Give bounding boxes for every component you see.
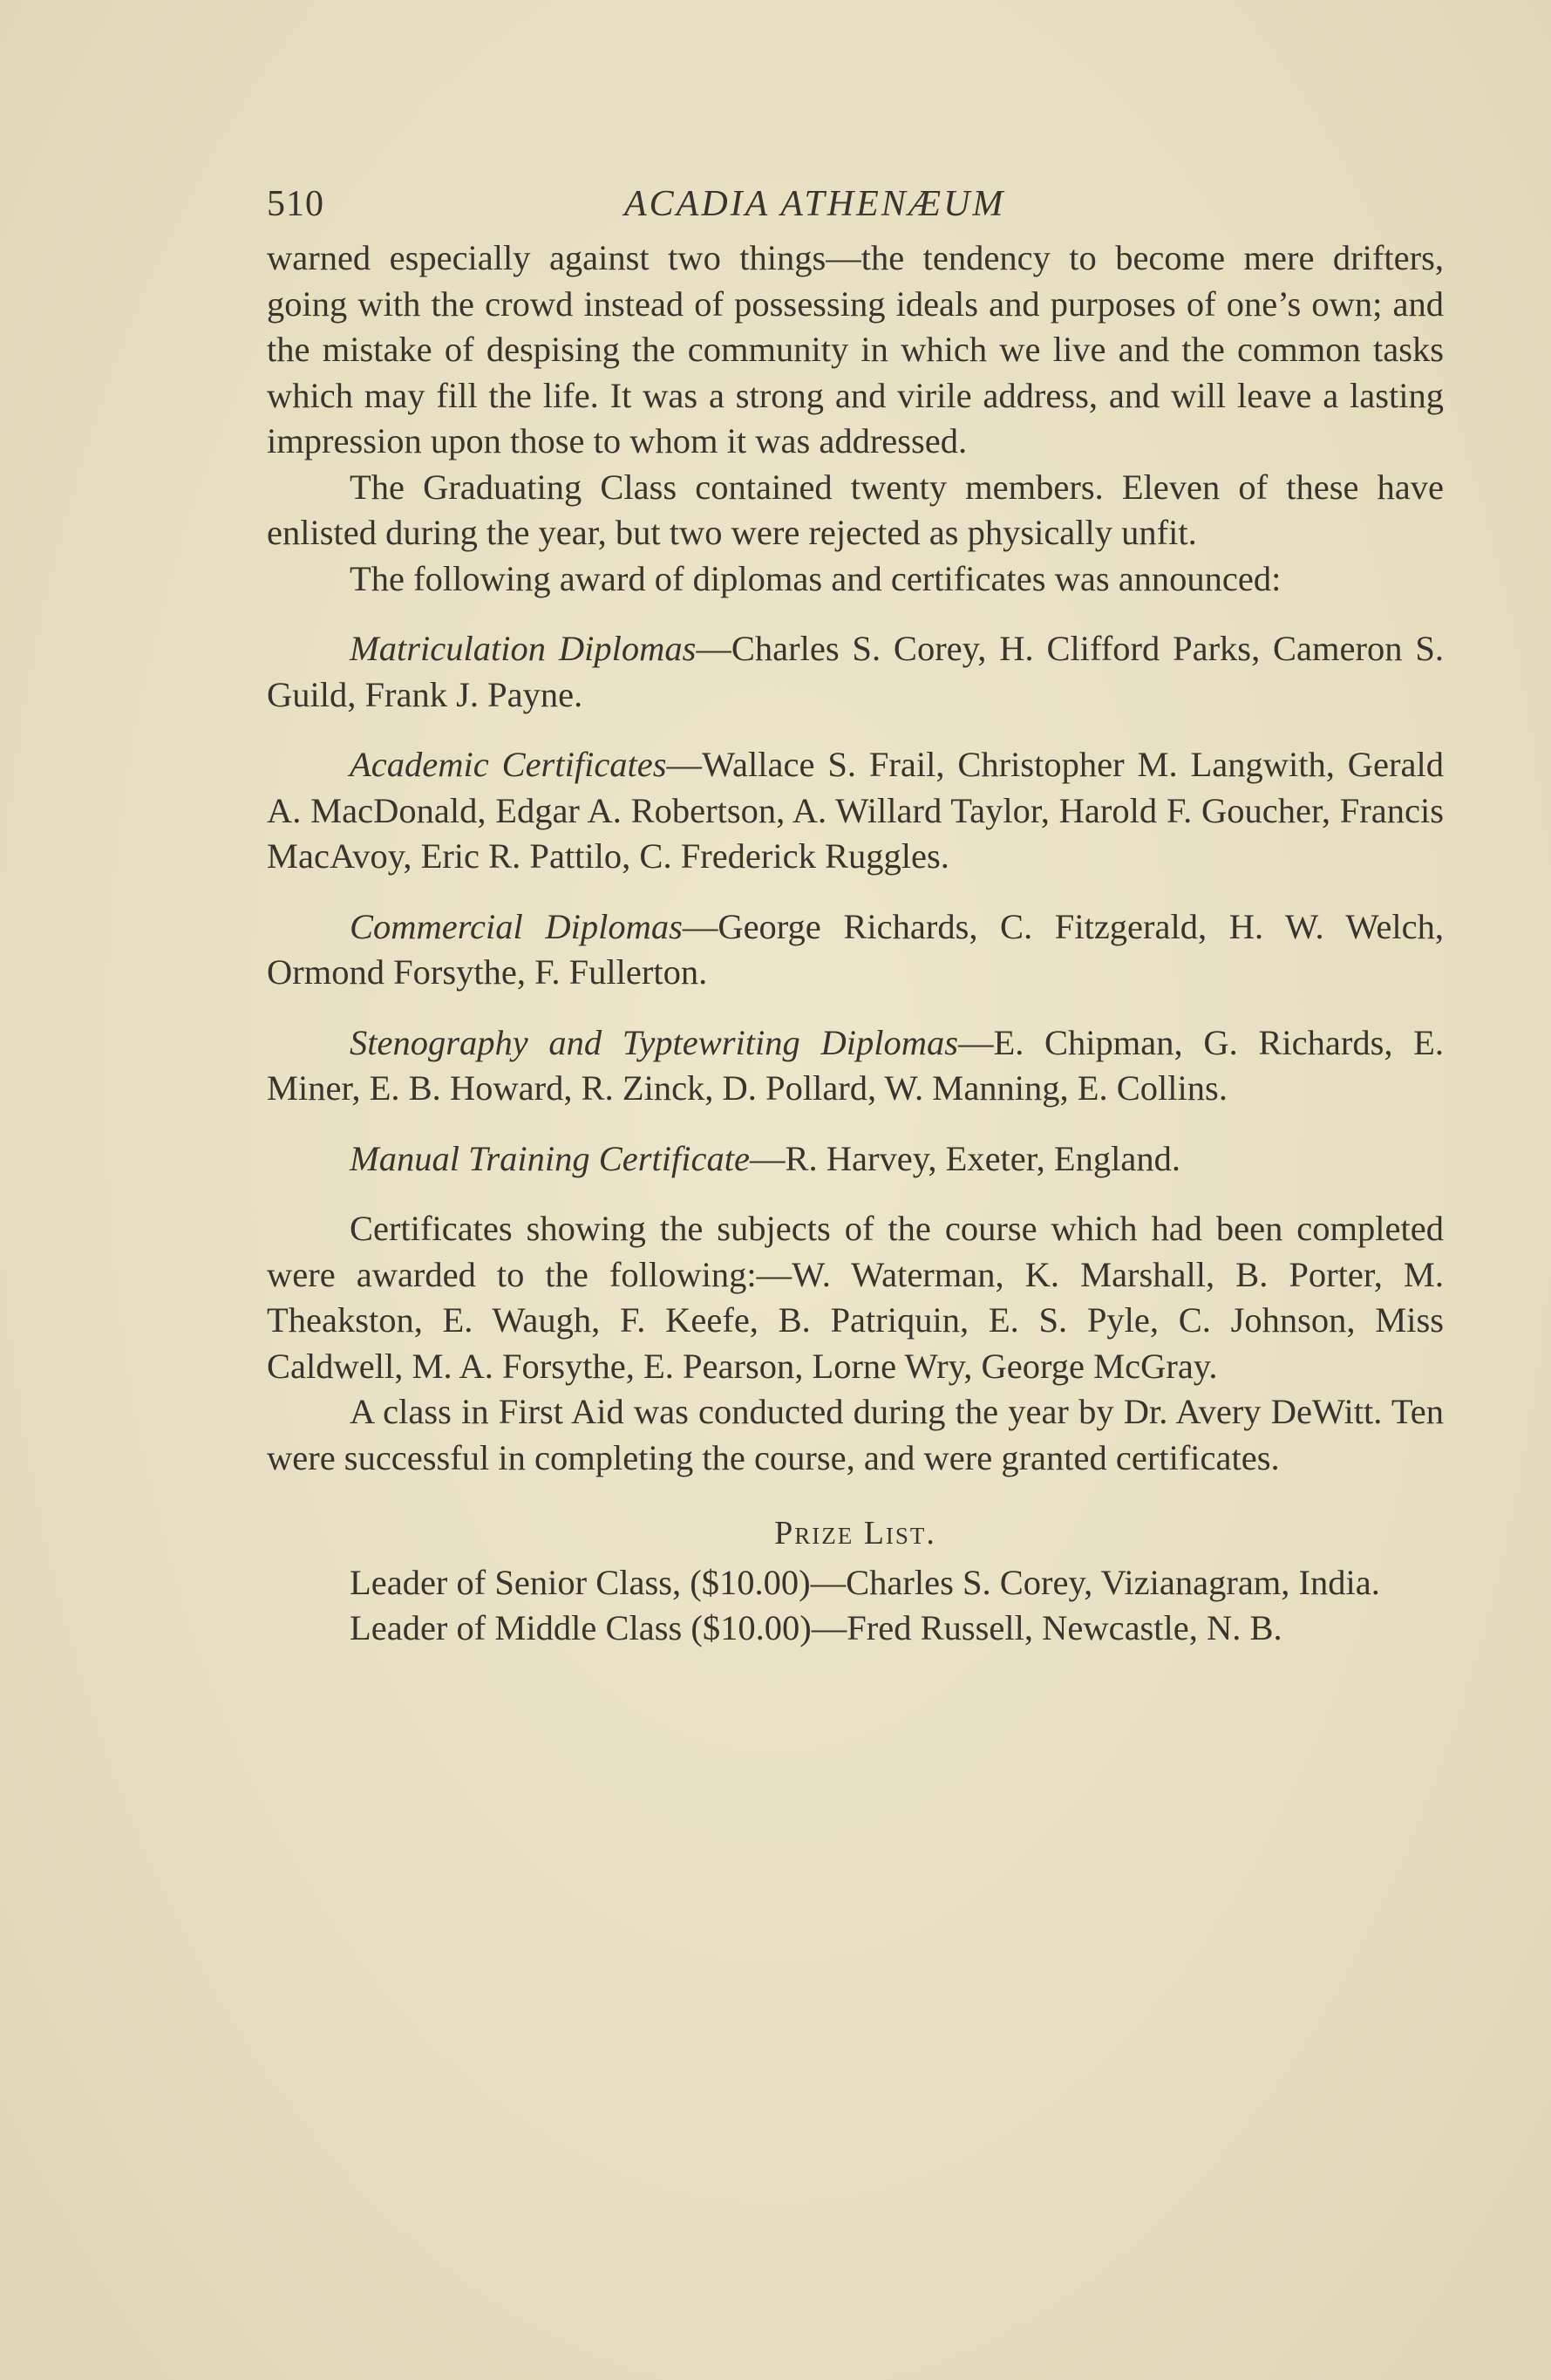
paragraph-graduating-class: The Graduating Class contained twenty members. Eleven of these have enlisted during the year, but two were rejected as physically unfit.: [267, 467, 1444, 552]
paragraph-award-announcement: The following award of diplomas and certificates was announced:: [350, 558, 1282, 598]
award-names: —Charles S. Corey, H. Clifford Parks, Cameron S. Guild, Frank J. Payne.: [267, 629, 1444, 714]
paragraph-address: warned especially against two things—the tendency to become mere drifters, going with the crowd instead of possessing ideals and purposes of one’s own; and the mistake of despising the community in which we live and the common tasks which may fill the life. It was a strong and virile address, and will leave a lasting impression upon those to whom it was addressed.: [267, 238, 1444, 460]
page-header: [267, 174, 1444, 235]
prize-item-middle-class: Leader of Middle Class ($10.00)—Fred Russell, Newcastle, N. B.: [350, 1608, 1282, 1647]
award-label: Matriculation Diplomas: [350, 629, 697, 668]
award-label: Academic Certificates: [350, 745, 667, 784]
award-names: —R. Harvey, Exeter, England.: [750, 1138, 1180, 1178]
prize-item-senior-class: Leader of Senior Class, ($10.00)—Charles S. Corey, Vizianagram, India.: [350, 1562, 1380, 1602]
running-title: ACADIA ATHENÆUM: [624, 184, 1006, 224]
paragraph-first-aid: A class in First Aid was conducted during the year by Dr. Avery DeWitt. Ten were successful in completing the course, and were granted certificates.: [267, 1392, 1444, 1477]
body-text: [267, 235, 1444, 1652]
award-matriculation-diplomas: [267, 626, 1444, 718]
award-label: Stenography and Typtewriting Diplomas: [350, 1022, 958, 1062]
page-number: 510: [267, 184, 324, 224]
award-manual-training-certificate: [267, 1136, 1444, 1183]
award-names: —Wallace S. Frail, Christopher M. Langwith, Gerald A. MacDonald, Edgar A. Robertson, A. Willard Taylor, Harold F. Goucher, Francis MacAvoy, Eric R. Pattilo, C. Frederick Ruggles.: [267, 745, 1444, 876]
award-names: —E. Chipman, G. Richards, E. Miner, E. B. Howard, R. Zinck, D. Pollard, W. Manning, E. Collins.: [267, 1022, 1444, 1108]
award-label: Manual Training Certificate: [350, 1138, 751, 1178]
page-content: [267, 174, 1444, 1652]
award-names: —George Richards, C. Fitzgerald, H. W. Welch, Ormond Forsythe, F. Fullerton.: [267, 906, 1444, 992]
award-academic-certificates: [267, 742, 1444, 880]
paragraph-course-certificates: Certificates showing the subjects of the course which had been completed were awarded to the following:—W. Waterman, K. Marshall, B. Porter, M. Theakston, E. Waugh, F. Keefe, B. Patriquin, E. S. Pyle, C. Johnson, Miss Caldwell, M. A. Forsythe, E. Pearson, Lorne Wry, George McGray.: [267, 1209, 1444, 1386]
award-commercial-diplomas: [267, 904, 1444, 996]
award-stenography-diplomas: [267, 1020, 1444, 1112]
prize-list-heading: Prize List.: [774, 1515, 936, 1551]
award-label: Commercial Diplomas: [350, 906, 683, 946]
